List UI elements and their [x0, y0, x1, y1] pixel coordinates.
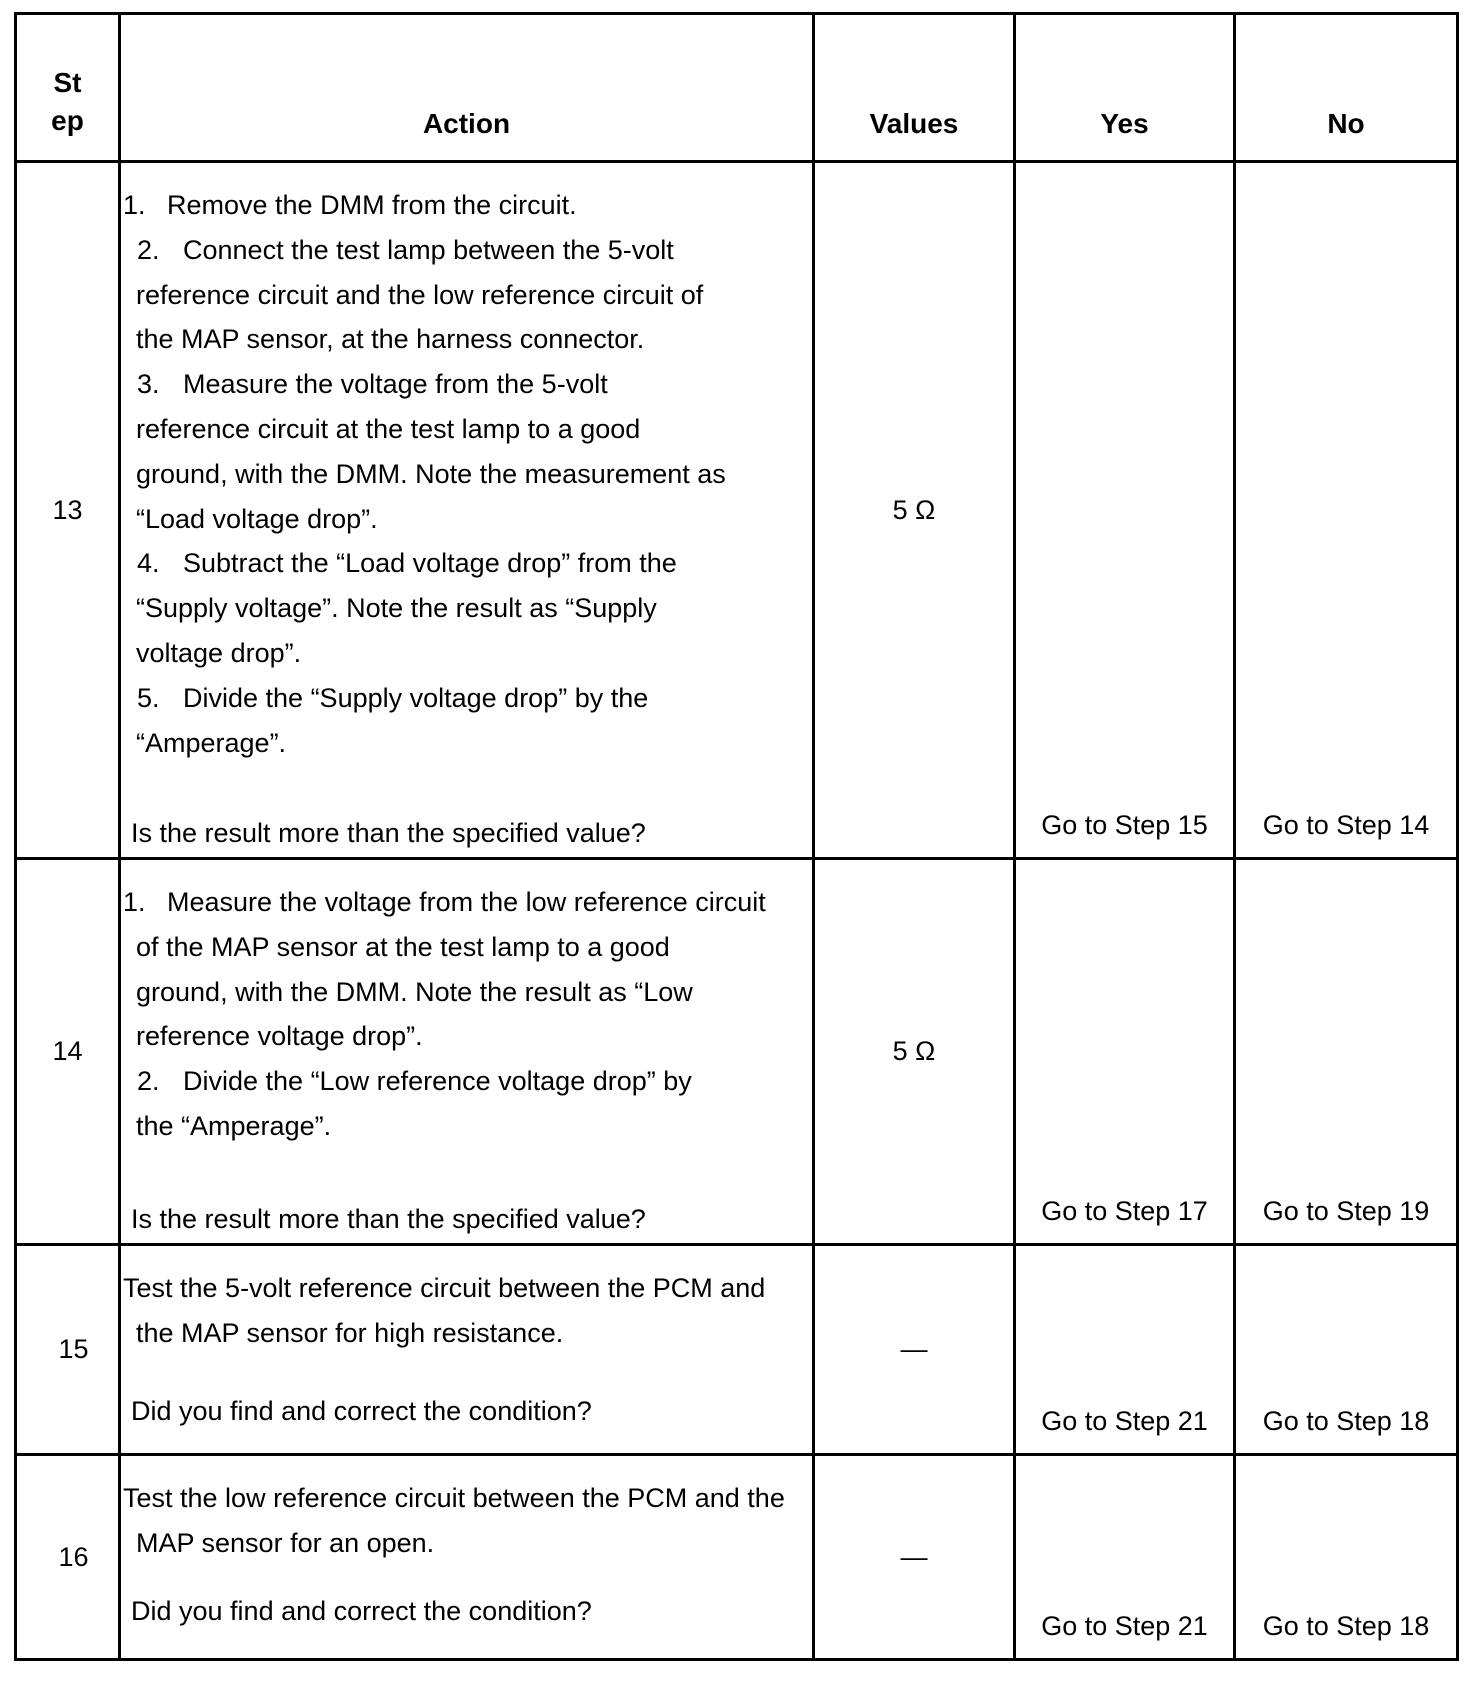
header-no: No — [1235, 14, 1458, 162]
table-row — [16, 1455, 1458, 1660]
header-yes: Yes — [1015, 14, 1235, 162]
header-step — [16, 14, 120, 162]
action-cell: 1. Remove the DMM from the circuit. 2. Connect the test lamp between the 5-volt reference circuit and the low reference circuit of the MAP sensor, at the harness connector. 3. Measure the voltage from the 5-volt reference circuit at the test lamp to a good ground, with the DMM. Note the measurement as “Load voltage drop”. 4. Subtract the “Load voltage drop” from the “Supply voltage”. Note the result as “Supply voltage drop”. 5. Divide the “Supply voltage drop” by the “Amperage”. Is the result more than the specified value? — [120, 162, 814, 859]
action-cell: Test the low reference circuit between the PCM and the MAP sensor for an open. Did you find and correct the condition? — [120, 1455, 814, 1660]
yes-cell — [1015, 162, 1235, 859]
action-question: Did you find and correct the condition? — [131, 1596, 592, 1626]
action-cell: Test the 5-volt reference circuit between the PCM and the MAP sensor for high resistance. Did you find and correct the condition? — [120, 1245, 814, 1455]
action-question: Is the result more than the specified value? — [131, 818, 646, 848]
no-goto: Go to Step 19 — [1262, 1196, 1430, 1226]
no-cell — [1235, 162, 1458, 859]
table-row — [16, 1245, 1458, 1455]
action-item: 3. Measure the voltage from the 5-volt — [137, 369, 608, 400]
yes-cell — [1015, 1455, 1235, 1660]
no-goto: Go to Step 18 — [1262, 1406, 1430, 1436]
no-goto: Go to Step 18 — [1262, 1611, 1430, 1641]
no-cell — [1235, 859, 1458, 1245]
value-cell: 5 Ω — [814, 859, 1015, 1245]
step-number: 16 — [16, 1455, 120, 1660]
yes-goto: Go to Step 17 — [1041, 1196, 1208, 1226]
action-item: 5. Divide the “Supply voltage drop” by the — [137, 682, 649, 713]
header-step-line2: ep — [51, 105, 84, 137]
header-values: Values — [814, 14, 1015, 162]
value-cell: — — [814, 1245, 1015, 1455]
action-question: Is the result more than the specified value? — [131, 1204, 646, 1234]
no-goto: Go to Step 14 — [1262, 810, 1430, 840]
action-item: 2. Divide the “Low reference voltage drop” by — [137, 1066, 692, 1097]
action-question: Did you find and correct the condition? — [131, 1396, 592, 1426]
value-cell: — — [814, 1455, 1015, 1660]
header-step-line1: St — [53, 67, 82, 99]
action-item: 1. Measure the voltage from the low reference circuit — [123, 887, 766, 917]
header-action: Action — [120, 14, 814, 162]
yes-cell — [1015, 859, 1235, 1245]
no-cell — [1235, 1455, 1458, 1660]
diagnostic-table — [14, 12, 1459, 1661]
table-row — [16, 162, 1458, 859]
action-item: 4. Subtract the “Load voltage drop” from the — [137, 548, 677, 579]
action-cell: 1. Measure the voltage from the low reference circuit of the MAP sensor at the test lamp to a good ground, with the DMM. Note the result as “Low reference voltage drop”. 2. Divide the “Low reference voltage drop” by the “Amperage”. Is the result more than the specified value? — [120, 859, 814, 1245]
header-row — [16, 14, 1458, 162]
no-cell — [1235, 1245, 1458, 1455]
action-item: 1. Remove the DMM from the circuit. — [123, 190, 577, 220]
yes-goto: Go to Step 15 — [1041, 810, 1208, 840]
step-number: 14 — [16, 859, 120, 1245]
value-cell: 5 Ω — [814, 162, 1015, 859]
yes-goto: Go to Step 21 — [1041, 1406, 1208, 1436]
table-row — [16, 859, 1458, 1245]
yes-goto: Go to Step 21 — [1041, 1611, 1208, 1641]
step-number: 15 — [16, 1245, 120, 1455]
action-item: 2. Connect the test lamp between the 5-volt — [137, 234, 674, 265]
step-number: 13 — [16, 162, 120, 859]
yes-cell — [1015, 1245, 1235, 1455]
